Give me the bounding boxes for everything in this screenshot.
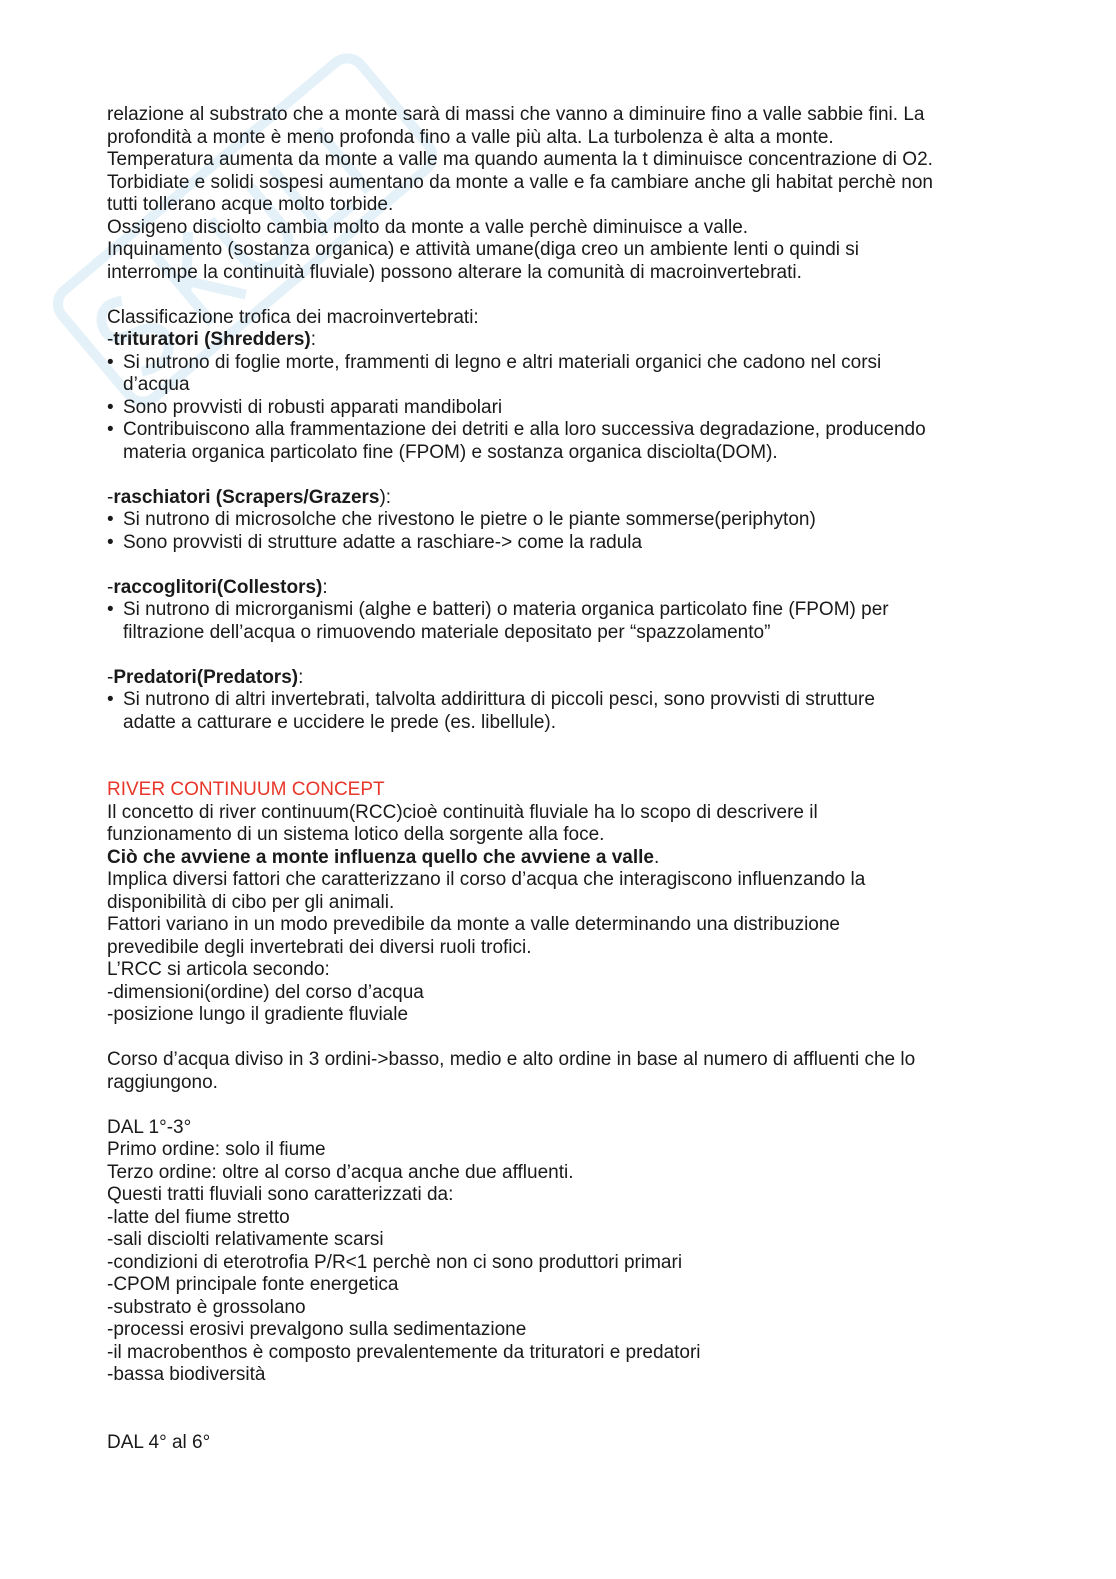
text-line: -latte del fiume stretto — [107, 1206, 290, 1228]
text-line: DAL 4° al 6° — [107, 1431, 211, 1453]
text-line: relazione al substrato che a monte sarà di massi che vanno a diminuire fino a valle sabbie fini. La — [107, 104, 925, 125]
text-line: -il macrobenthos è composto prevalentemente da trituratori e predatori — [107, 1341, 701, 1363]
text-line: -bassa biodiversità — [107, 1364, 266, 1385]
bullet-item: • Contribuiscono alla frammentazione dei detriti e alla loro successiva degradazione, producendo materia organica particolato fine (FPOM) e sostanza organica disciolta(DOM). — [107, 419, 1027, 464]
text-line: raggiungono. — [107, 1071, 218, 1093]
bullet-item: • Si nutrono di foglie morte, frammenti di legno e altri materiali organici che cadono nel corsi d’acqua — [107, 352, 1027, 397]
text-line: Torbidiate e solidi sospesi aumentano da monte a valle e fa cambiare anche gli habitat perchè non — [107, 171, 933, 193]
bullet-item: • Sono provvisti di robusti apparati mandibolari — [107, 397, 1027, 420]
classification-heading: Classificazione trofica dei macroinvertebrati: — [107, 306, 479, 328]
text-line: L’RCC si articola secondo: — [107, 959, 330, 980]
text-line: -CPOM principale fonte energetica — [107, 1274, 399, 1295]
intro-paragraph — [107, 104, 1027, 284]
text-line: tutti tollerano acque molto torbide. — [107, 194, 394, 215]
bullet-item: • Si nutrono di microrganismi (alghe e batteri) o materia organica particolato fine (FPOM) per filtrazione dell’acqua o rimuovendo materiale depositato per “spazzolamento” — [107, 599, 1027, 644]
text-line: funzionamento di un sistema lotico della sorgente alla foce. — [107, 824, 605, 845]
bold-statement: Ciò che avviene a monte influenza quello che avviene a valle. — [107, 846, 660, 868]
text-line: Implica diversi fattori che caratterizzano il corso d’acqua che interagiscono influenzando la — [107, 869, 866, 890]
text-line: interrompe la continuità fluviale) possono alterare la comunità di macroinvertebrati. — [107, 261, 802, 283]
text-line: Terzo ordine: oltre al corso d’acqua anche due affluenti. — [107, 1161, 574, 1183]
text-line: -processi erosivi prevalgono sulla sedimentazione — [107, 1319, 527, 1340]
text-line: Inquinamento (sostanza organica) e attività umane(diga creo un ambiente lenti o quindi si — [107, 239, 860, 260]
group-heading-scrapers: -raschiatori (Scrapers/Grazers): — [107, 486, 392, 508]
group-heading-shredders: -trituratori (Shredders): — [107, 329, 317, 350]
text-line: Primo ordine: solo il fiume — [107, 1139, 326, 1160]
text-line: Ossigeno disciolto cambia molto da monte a valle perchè diminuisce a valle. — [107, 216, 749, 238]
text-line: DAL 1°-3° — [107, 1116, 192, 1138]
text-line: Fattori variano in un modo prevedibile da monte a valle determinando una distribuzione — [107, 914, 840, 935]
text-line: Questi tratti fluviali sono caratterizzati da: — [107, 1184, 454, 1205]
text-line: Temperatura aumenta da monte a valle ma quando aumenta la t diminuisce concentrazione di O2. — [107, 149, 933, 170]
document-page — [107, 104, 1027, 1454]
group-heading-collectors: -raccoglitori(Collestors): — [107, 576, 328, 598]
text-line: -sali disciolti relativamente scarsi — [107, 1229, 384, 1250]
bullet-item: • Si nutrono di microsolche che rivestono le pietre o le piante sommerse(periphyton) — [107, 509, 1027, 532]
text-line: -condizioni di eterotrofia P/R<1 perchè non ci sono produttori primari — [107, 1251, 683, 1273]
bullet-item: • Si nutrono di altri invertebrati, talvolta addirittura di piccoli pesci, sono provvisti di strutture adatte a catturare e uccidere le prede (es. libellule). — [107, 689, 1027, 734]
text-line: Corso d’acqua diviso in 3 ordini->basso, medio e alto ordine in base al numero di affluenti che lo — [107, 1049, 916, 1070]
text-line: prevedibile degli invertebrati dei diversi ruoli trofici. — [107, 936, 532, 958]
bullet-item: • Sono provvisti di strutture adatte a raschiare-> come la radula — [107, 532, 1027, 555]
text-line: -posizione lungo il gradiente fluviale — [107, 1004, 409, 1025]
text-line: -dimensioni(ordine) del corso d’acqua — [107, 981, 424, 1003]
group-heading-predators: -Predatori(Predators): — [107, 666, 304, 688]
section-title: RIVER CONTINUUM CONCEPT — [107, 779, 385, 800]
text-line: Il concetto di river continuum(RCC)cioè continuità fluviale ha lo scopo di descrivere il — [107, 801, 818, 823]
text-line: profondità a monte è meno profonda fino a valle più alta. La turbolenza è alta a monte. — [107, 126, 834, 148]
text-line: disponibilità di cibo per gli animali. — [107, 891, 395, 913]
text-line: -substrato è grossolano — [107, 1296, 306, 1318]
